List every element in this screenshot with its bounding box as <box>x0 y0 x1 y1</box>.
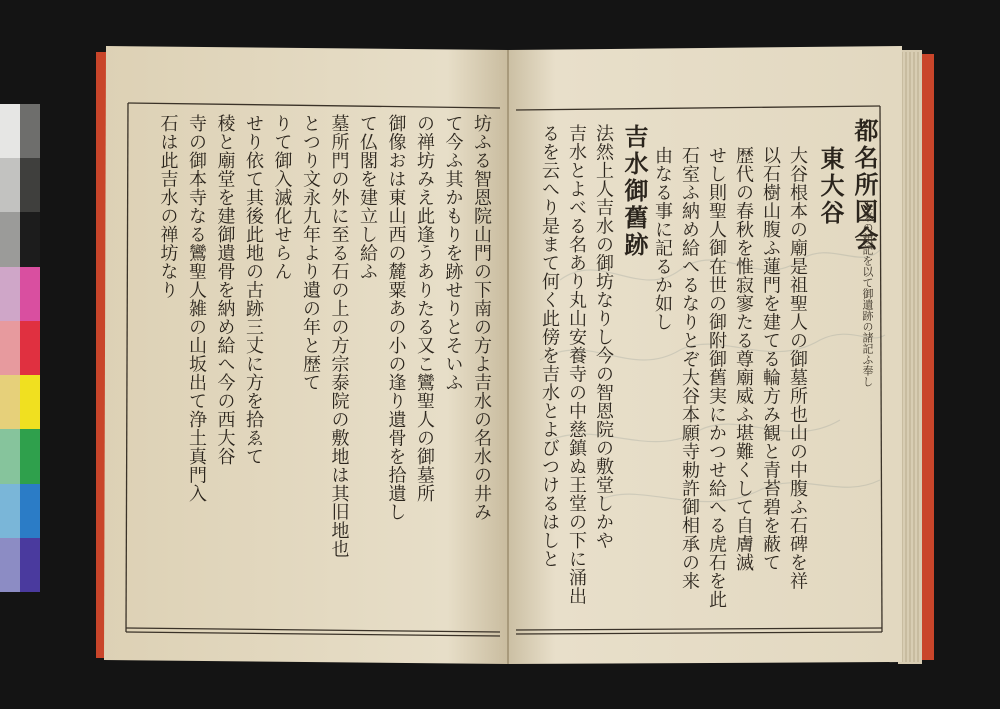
text-column: 稜と廟堂を建御遺骨を納め給へ今の西大谷 <box>214 114 236 466</box>
text-column: 歴代の春秋を惟寂寥たる尊廟威ふ堪難くして自膚滅 <box>733 146 754 572</box>
text-column: 御像おは東山西の麓粟あの小の逢り遺骨を拾遺し <box>385 114 407 521</box>
text-column: 由なる事に記るか如し <box>652 146 673 331</box>
text-column: の禅坊みえ此逢うありたる又こ鸞聖人の御墓所 <box>414 114 435 503</box>
text-column: 石は此吉水の禅坊なり <box>157 114 179 299</box>
text-column: 法然上人吉水の御坊なりし今の智恩院の敷堂しかや <box>593 124 614 550</box>
text-column: りて御入滅化せらん <box>271 114 293 281</box>
text-column: 墓所門の外に至る石の上の方宗泰院の敷地は其旧地也 <box>328 114 350 558</box>
text-column: るを云へり是まて何く此傍を吉水とよびつけるはしと <box>539 124 560 568</box>
text-column: て仏閣を建立し給ふ <box>357 114 378 281</box>
section-heading: 吉水御舊跡 <box>620 124 649 259</box>
text-column: せり依て其後此地の古跡三丈に方を拾ゑて <box>243 114 264 466</box>
text-column: 大谷根本の廟是祖聖人の御墓所也山の中腹ふ石碑を祥 <box>787 146 808 590</box>
text-column: 坊ふる智恩院山門の下南の方よ吉水の名水の井み <box>471 114 492 521</box>
text-column: 吉水とよべる名あり丸山安養寺の中慈鎮ぬ王堂の下に涌出 <box>566 124 587 605</box>
text-column: て今ふ其かもりを跡せりとそいふ <box>442 114 464 392</box>
text-column: 寺の御本寺なる鸞聖人雑の山坂出て浄土真門入 <box>186 114 207 503</box>
text-column: 石室ふ納め給へるなりとぞ大谷本願寺勅許御相承の来 <box>679 146 700 590</box>
text-column: せし則聖人御在世の御附御舊実にかつせ給へる虎石を此 <box>706 146 727 609</box>
text-column: 以石樹山腹ふ蓮門を建てる輪方み観と青苔碧を蔽て <box>760 146 781 572</box>
intro-note: 上来の粗記を以て御遺跡の諸記ふ奉し <box>861 200 874 387</box>
text-column: とつり文永九年より遺の年と歴て <box>300 114 321 392</box>
running-title: 都名所図会 <box>850 118 879 253</box>
section-heading: 東大谷 <box>816 146 845 227</box>
